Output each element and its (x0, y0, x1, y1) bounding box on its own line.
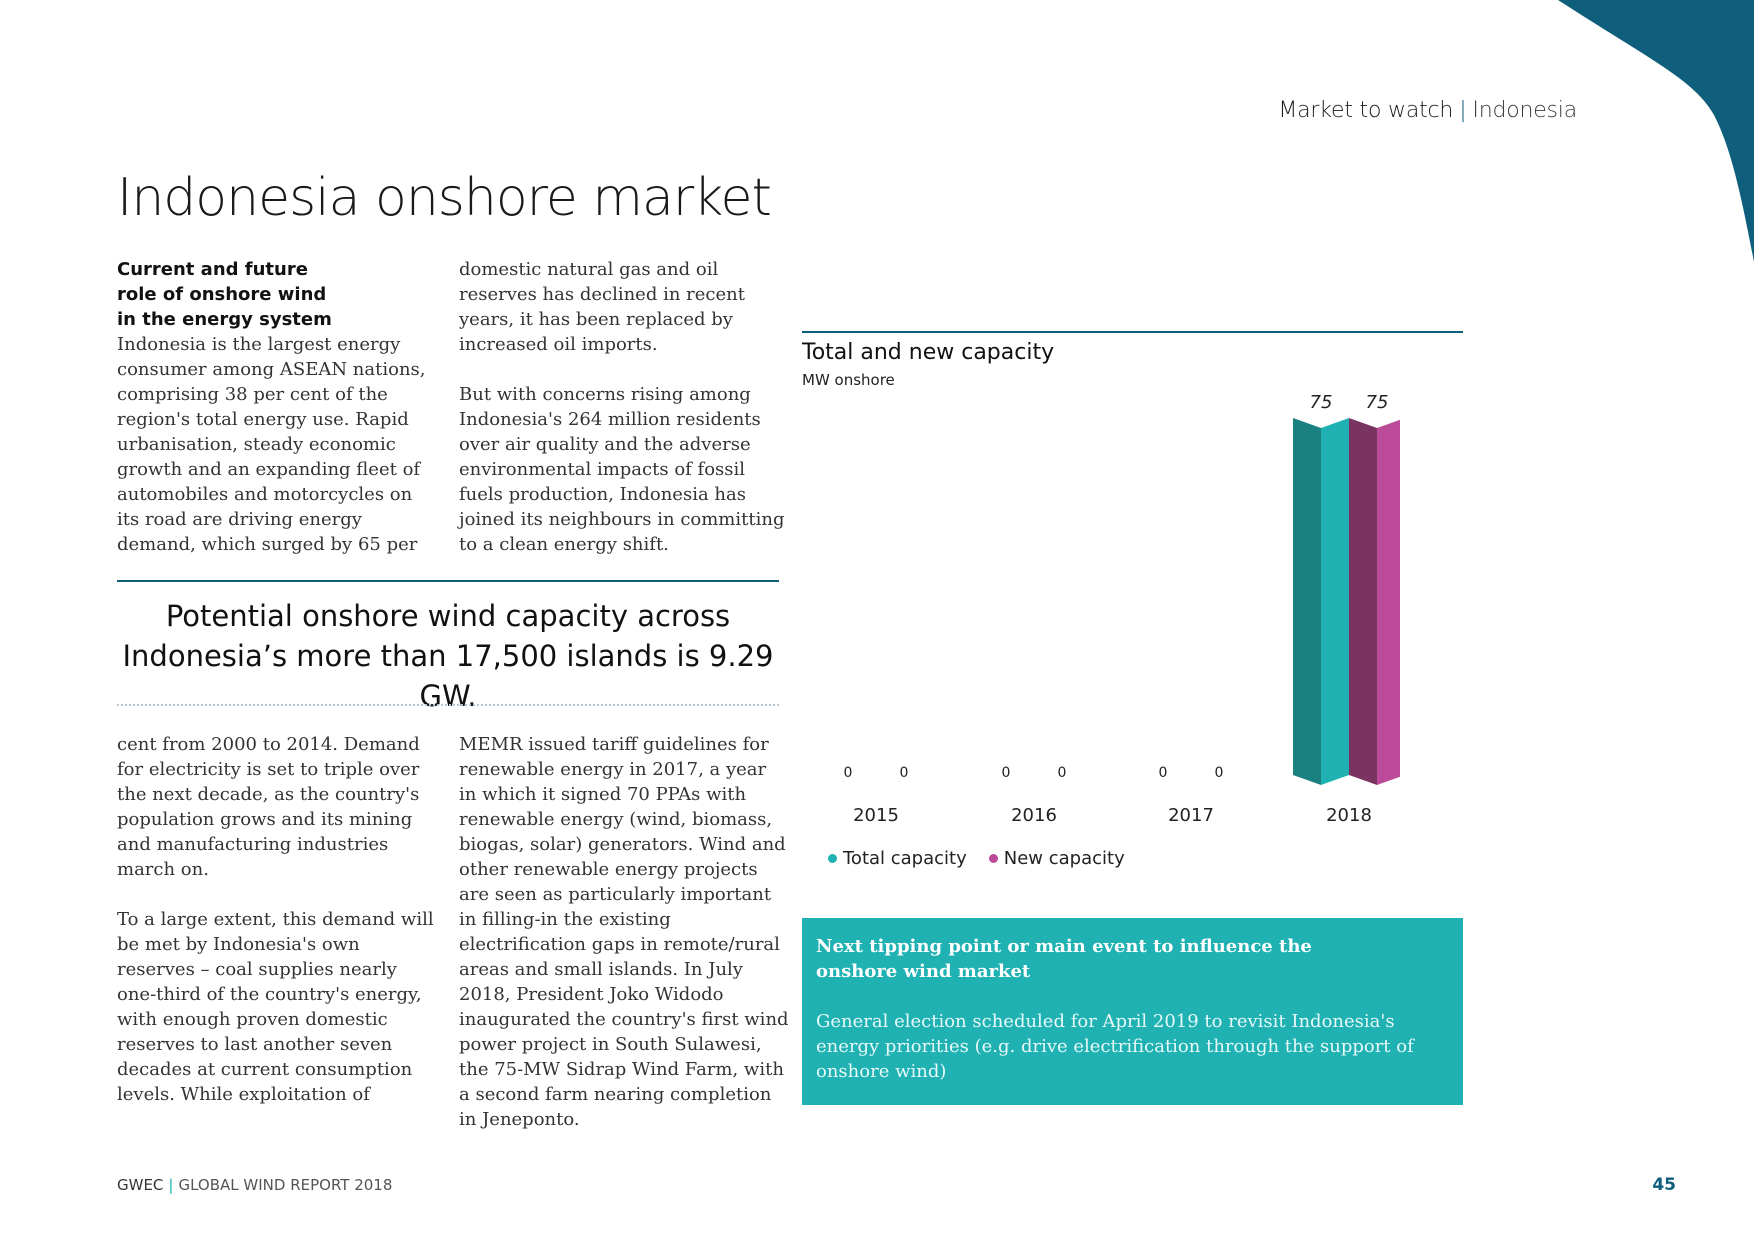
tipping-point-callout (802, 918, 1463, 1105)
legend-item-new (989, 848, 1125, 869)
footer-org: GWEC (117, 1176, 164, 1194)
chart-subtitle: MW onshore (802, 371, 895, 389)
legend-label-total: Total capacity (843, 848, 967, 869)
text-column-3 (117, 732, 437, 1107)
pullquote: Potential onshore wind capacity across Indonesia’s more than 17,500 islands is 9.29 GW. (122, 599, 774, 713)
paragraph: To a large extent, this demand will be met by Indonesia's own reserves – coal supplies nearly one-third of the country's energy, with enough proven domestic reserves to last another seven decades at current consumption levels. While exploitation of (117, 909, 434, 1105)
pullquote-bottom-rule (117, 704, 779, 706)
x-tick-label: 2018 (1326, 805, 1372, 826)
paragraph: domestic natural gas and oil reserves has declined in recent years, it has been replaced by increased oil imports. (459, 259, 745, 355)
data-label: 0 (1001, 765, 1011, 781)
paragraph: But with concerns rising among Indonesia's 264 million residents over air quality and the adverse environmental impacts of fossil fuels production, Indonesia has joined its neighbours in committing to a clean energy shift. (459, 384, 785, 555)
callout-heading: Next tipping point or main event to influence the onshore wind market (816, 936, 1312, 982)
page-title: Indonesia onshore market (117, 168, 771, 228)
chart-title: Total and new capacity (802, 340, 1055, 365)
data-label: 0 (1057, 765, 1067, 781)
footer-report-name: GLOBAL WIND REPORT 2018 (178, 1176, 393, 1194)
data-label: 0 (843, 765, 853, 781)
section-label: Market to watch (1278, 98, 1454, 123)
text-column-2 (459, 257, 789, 557)
chart-legend (828, 848, 1125, 869)
capacity-chart (800, 390, 1400, 830)
legend-label-new: New capacity (1003, 848, 1125, 869)
page-number: 45 (1652, 1175, 1676, 1195)
header-separator: | (1459, 98, 1467, 123)
data-label: 75 (1309, 392, 1333, 413)
bar-face-dark (1349, 418, 1377, 785)
bar-face-light (1321, 418, 1349, 785)
chart-top-rule (802, 331, 1463, 333)
pullquote-top-rule (117, 580, 779, 582)
country-label: Indonesia (1472, 98, 1577, 123)
x-tick-label: 2015 (853, 805, 899, 826)
corner-decoration (1514, 0, 1754, 270)
bar-face-dark (1293, 418, 1321, 785)
x-tick-label: 2016 (1011, 805, 1057, 826)
bar-face-light (1377, 418, 1400, 785)
x-tick-label: 2017 (1168, 805, 1214, 826)
data-label: 0 (899, 765, 909, 781)
legend-swatch-total (828, 854, 837, 863)
subheading: Current and future role of onshore wind in the energy system (117, 259, 332, 330)
paragraph: cent from 2000 to 2014. Demand for electricity is set to triple over the next decade, as the country's population grows and its mining and manufacturing industries march on. (117, 734, 420, 880)
footer (117, 1176, 392, 1194)
data-label: 0 (1214, 765, 1224, 781)
legend-swatch-new (989, 854, 998, 863)
section-header (1278, 98, 1577, 123)
callout-body: General election scheduled for April 2019 to revisit Indonesia's energy priorities (e.g. drive electrification through the support of onshore wind) (816, 1011, 1414, 1082)
data-label: 75 (1365, 392, 1389, 413)
paragraph: Indonesia is the largest energy consumer among ASEAN nations, comprising 38 per cent of the region's total energy use. Rapid urbanisation, steady economic growth and an expanding fleet of automobiles and motorcycles on its road are driving energy demand, which surged by 65 per (117, 334, 426, 555)
legend-item-total (828, 848, 967, 869)
data-label: 0 (1158, 765, 1168, 781)
paragraph: MEMR issued tariff guidelines for renewable energy in 2017, a year in which it signed 70 PPAs with renewable energy (wind, biomass, biogas, solar) generators. Wind and other renewable energy projects are seen as particularly important in filling-in the existing electrification gaps in remote/rural areas and small islands. In July 2018, President Joko Widodo inaugurated the country's first wind power project in South Sulawesi, the 75-MW Sidrap Wind Farm, with a second farm nearing completion in Jeneponto. (459, 734, 789, 1130)
text-column-4 (459, 732, 789, 1132)
footer-separator: | (168, 1176, 174, 1194)
text-column-1 (117, 257, 437, 557)
